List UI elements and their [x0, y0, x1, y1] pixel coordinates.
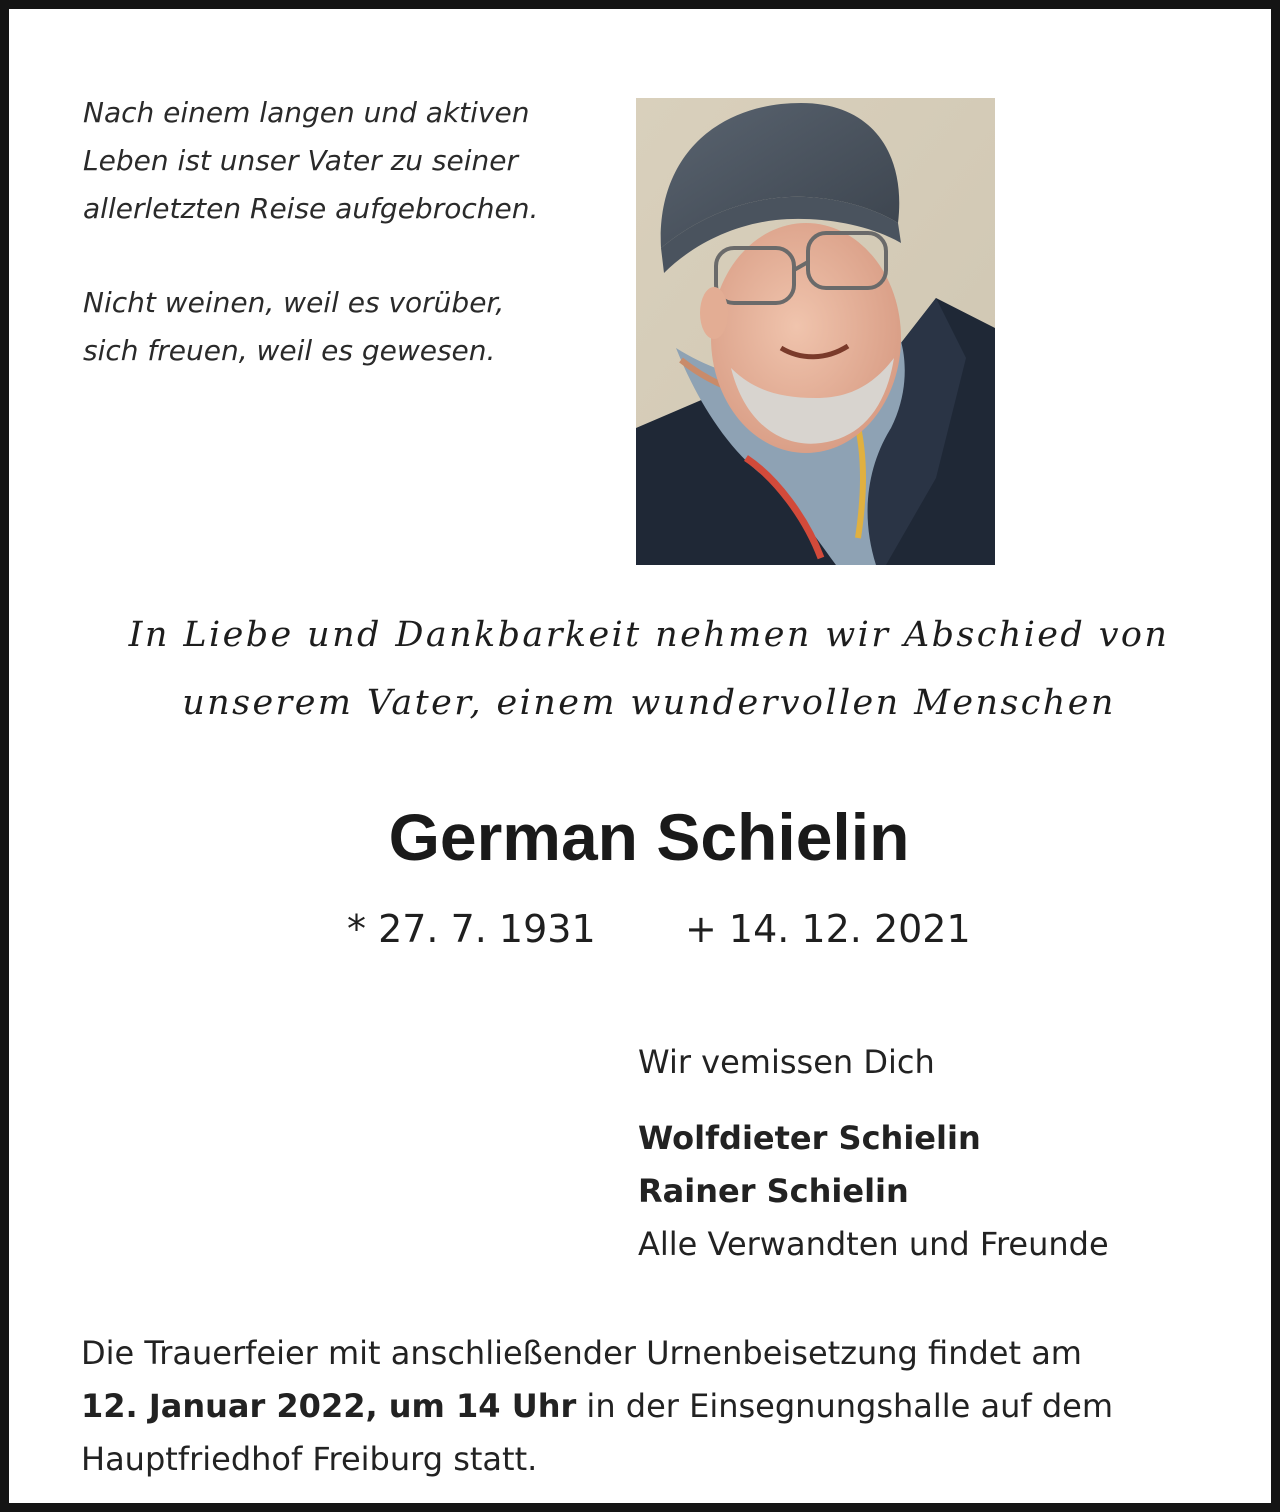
farewell-line-1: In Liebe und Dankbarkeit nehmen wir Abschied von: [128, 615, 1170, 655]
mourner-name: Rainer Schielin: [638, 1172, 909, 1210]
portrait-photo: [636, 98, 995, 565]
deceased-name: German Schielin: [388, 800, 910, 874]
ceremony-line-2: [81, 1380, 1241, 1433]
quote-line: Nicht weinen, weil es vorüber,: [83, 286, 505, 319]
ceremony-location: in der Einsegnungshalle auf dem: [576, 1387, 1114, 1425]
mourner-name: Wolfdieter Schielin: [638, 1119, 981, 1157]
ceremony-line-3: Hauptfriedhof Freiburg statt.: [81, 1440, 538, 1478]
quote-line: Leben ist unser Vater zu seiner: [83, 144, 518, 177]
quote-line: Nach einem langen und aktiven: [83, 96, 530, 129]
ceremony-date-time: 12. Januar 2022, um 14 Uhr: [81, 1387, 577, 1425]
ceremony-notice: [81, 1327, 1241, 1486]
death-date: + 14. 12. 2021: [685, 907, 971, 951]
quote-stanza-1: [83, 89, 623, 233]
quote-line: sich freuen, weil es gewesen.: [83, 334, 496, 367]
mourners-others: Alle Verwandten und Freunde: [638, 1225, 1109, 1263]
mourners-intro: Wir vemissen Dich: [638, 1043, 935, 1081]
ceremony-line-1: Die Trauerfeier mit anschließender Urnenbeisetzung findet am: [81, 1334, 1082, 1372]
farewell-line-2: unserem Vater, einem wundervollen Menschen: [182, 683, 1116, 723]
birth-date: * 27. 7. 1931: [347, 907, 596, 951]
portrait-illustration: [636, 98, 995, 565]
quote-line: allerletzten Reise aufgebrochen.: [83, 192, 539, 225]
quote-stanza-2: [83, 279, 623, 375]
